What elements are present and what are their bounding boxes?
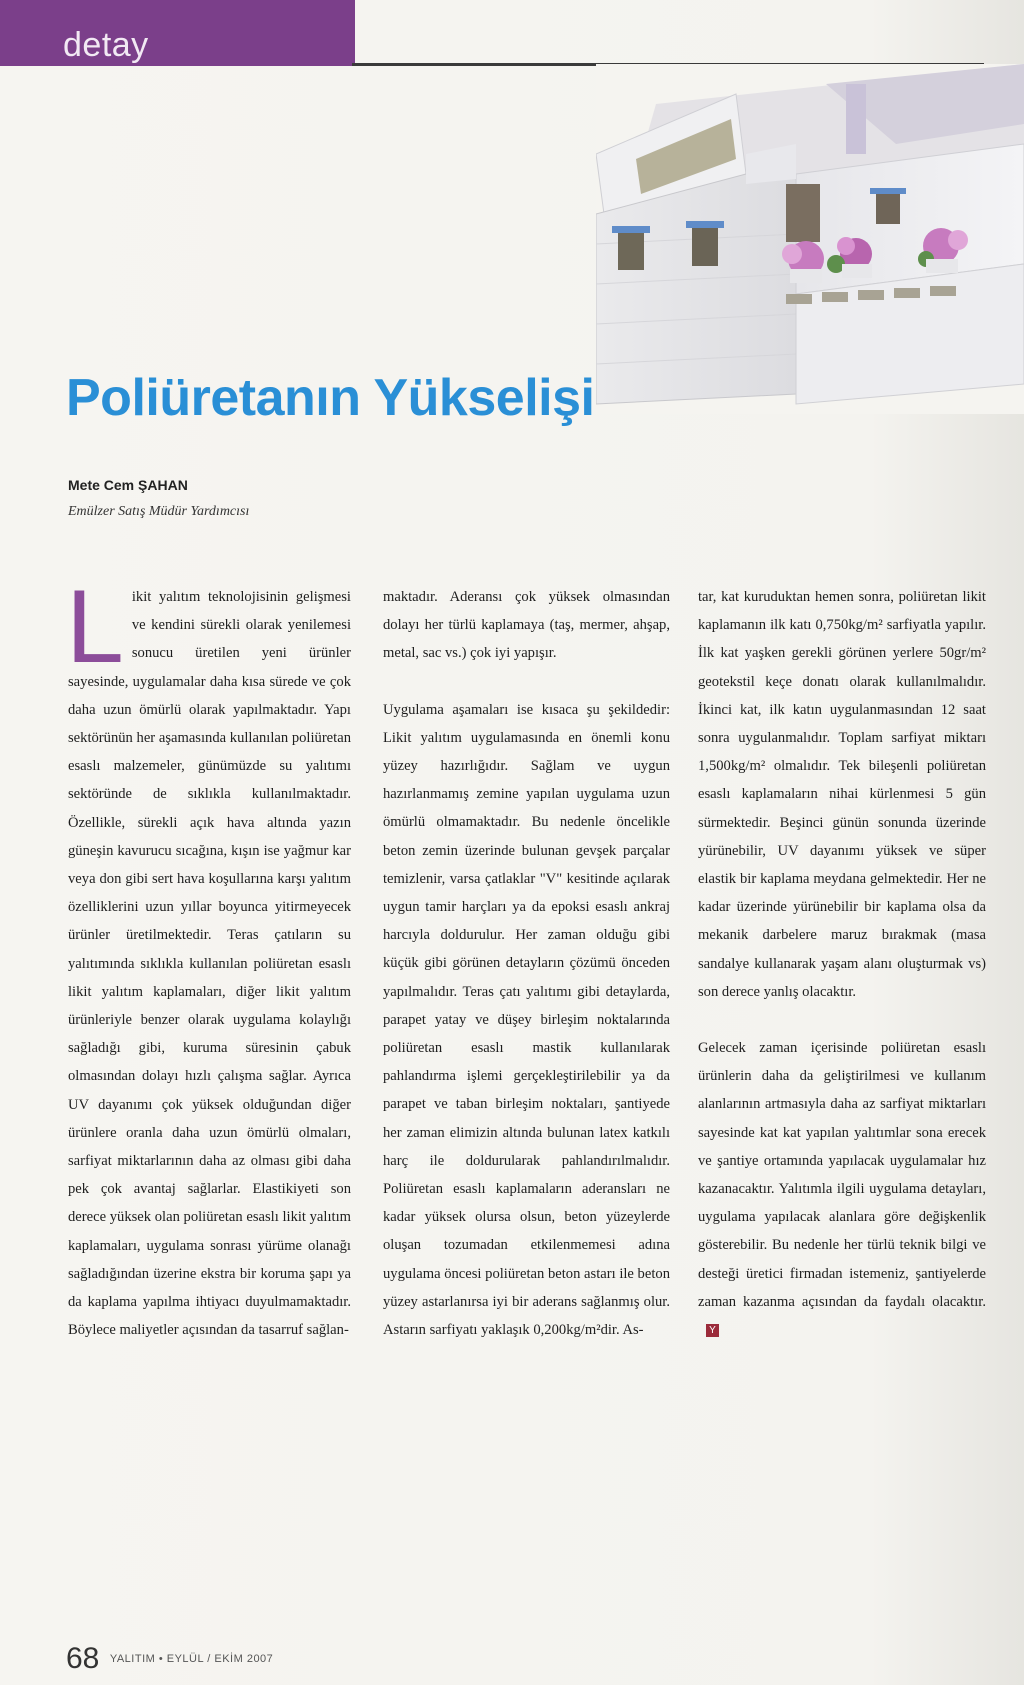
drop-cap: L <box>66 569 124 685</box>
section-label: detay <box>63 26 149 64</box>
end-of-article-mark: Y <box>706 1324 719 1337</box>
page-number: 68 <box>66 1642 100 1675</box>
text-column-2 <box>383 583 670 1344</box>
rooftop-terrace-photo <box>596 64 1024 414</box>
paragraph-text: ikit yalıtım teknolojisinin gelişmesi ve kendini sürekli olarak yenilemesi sonucu üretilen yeni ürünler sayesinde, uygulamalar daha kısa sürede ve çok daha uzun ömürlü olarak yapılmaktadır. Yapı sektörünün her aşamasında kullanılan poliüretan esaslı malzemeler, günümüzde su yalıtımı sektöründe de sıklıkla kullanılmaktadır. Özellikle, sürekli açık hava altında yazın güneşin kavurucu sıcağına, kışın ise yağmur kar veya don gibi sert hava koşullarına karşı yalıtım özelliklerini uzun yıllar boyunca yitirmeyecek ürünler üretilmektedir. Teras çatıların su yalıtımında sıklıkla kullanılan poliüretan esaslı likit yalıtım kaplamaları, diğer likit yalıtım ürünleriyle benzer olarak uygulama kolaylığı sağladığı gibi, kuruma süresinin çabuk olmasından dolayı hızlı çalışma sağlar. Ayrıca UV dayanımı çok yüksek olduğundan diğer ürünlere oranla daha uzun ömürlü olmaları, sarfiyat miktarlarının daha az olması gibi daha pek çok avantaj sağlarlar. Elastikiyeti son derece yüksek olan poliüretan esaslı likit yalıtım kaplamaları, uygulama sonrası yürüme olanağı sağladığından üzerine ekstra bir koruma şapı ya da kaplama yapılma ihtiyacı duyulmamaktadır. Böylece maliyetler açısından da tasarruf sağlan- <box>68 589 351 1339</box>
page-footer <box>66 1642 273 1676</box>
paragraph <box>66 569 351 1344</box>
paragraph: maktadır. Aderansı çok yüksek olmasından dolayı her türlü kaplamaya (taş, mermer, ahşap, metal, sac vs.) çok iyi yapışır. <box>383 589 670 662</box>
paragraph-text: Gelecek zaman içerisinde poliüretan esaslı ürünlerin daha da geliştirilmesi ve kullanım alanlarının artmasıyla daha az sarfiyat miktarları sayesinde kat kat yapılan yalıtımlar sona erecek ve şantiye ortamında yapılacak uygulamalar hız kazanacaktır. Yalıtımla ilgili uygulama detayları, uygulama yapılacak alanlara göre değişkenlik gösterebilir. Bu nedenle her türlü teknik bilgi ve desteği üretici firmadan istemeniz, şantiyelerde zaman kazanma açısından da faydalı olacaktır. <box>698 1040 986 1310</box>
article-title: Poliüretanın Yükselişi <box>66 369 595 427</box>
text-column-1 <box>66 569 351 1344</box>
paragraph <box>698 1034 986 1344</box>
paragraph: Uygulama aşamaları ise kısaca şu şekildedir: Likit yalıtım uygulamasında en önemli konu yüzey hazırlığıdır. Sağlam ve uygun hazırlanmamış zemine yapılan uygulama uzun ömürlü olmamaktadır. Bu nedenle öncelikle beton zemin üzerinde bulunan gevşek parçalar temizlenir, varsa çatlaklar "V" kesitinde açılarak uygun tamir harçları ya da epoksi esaslı ankraj harcıyla doldurulur. Her zaman olduğu gibi küçük gibi görünen detayların çözümü önceden yapılmalıdır. Teras çatı yalıtımı gibi detaylarda, parapet yatay ve düşey birleşim noktalarında poliüretan esaslı mastik kullanılarak pahlandırma işlemi gerçekleştirilebilir ya da parapet ve taban birleşim noktaları, şantiyede her zaman elimizin altında bulunan latex katkılı harç ile doldurularak pahlandırılmalıdır. Poliüretan esaslı kaplamaların aderansları ne kadar yüksek olursa olsun, beton yüzeylerde oluşan tozumadan etkilenmemesi adına uygulama öncesi poliüretan beton astarı ile beton yüzey astarlanırsa iyi bir aderans sağlanmış olur. Astarın sarfiyatı yaklaşık 0,200kg/m²dir. As- <box>383 701 670 1339</box>
magazine-info: YALITIM • EYLÜL / EKİM 2007 <box>109 1653 274 1665</box>
text-column-3 <box>698 583 986 1344</box>
paragraph: tar, kat kuruduktan hemen sonra, poliüretan likit kaplamanın ilk katı 0,750kg/m² sarfiyatla yapılır. İlk kat yaşken gerekli görünen yerlere 50gr/m² geotekstil keçe donatı olarak kullanılmalıdır. İkinci kat, ilk katın uygulanmasından 12 saat sonra uygulanmalıdır. Toplam sarfiyat miktarı 1,500kg/m² olmalıdır. Tek bileşenli poliüretan esaslı kaplamaların nihai kürlenmesi 5 gün sürmektedir. Beşinci günün sonunda üzerinde yürünebilir, UV dayanımı yüksek ve süper elastik bir kaplama meydana gelmektedir. Her ne kadar üzerinde yürünebilir bir kaplama olsa da mekanik darbelere maruz bırakmak (masa sandalye kullanarak yaşam alanı oluşturmak vs) son derece yanlış olacaktır. <box>698 589 986 1000</box>
section-header-bar <box>0 0 355 66</box>
author-role: Emülzer Satış Müdür Yardımcısı <box>68 504 250 519</box>
author-name: Mete Cem ŞAHAN <box>68 477 188 493</box>
